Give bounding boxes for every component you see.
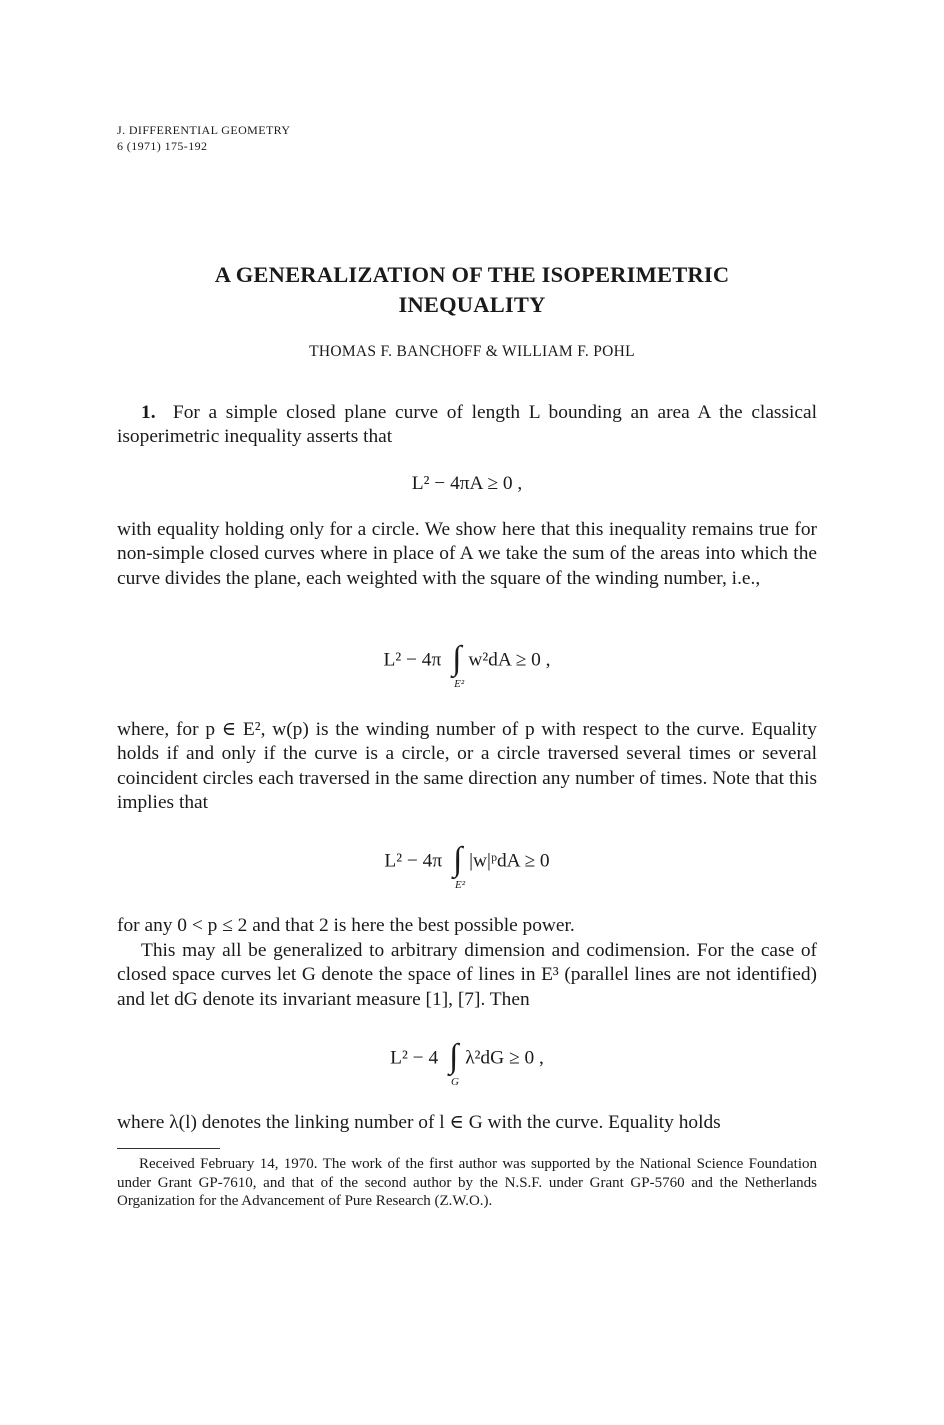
paragraph-linking: where λ(l) denotes the linking number of l ∈ G with the curve. Equality holds bbox=[117, 1112, 721, 1133]
journal-name: J. DIFFERENTIAL GEOMETRY bbox=[117, 123, 291, 137]
footnote-divider bbox=[117, 1148, 220, 1149]
paper-title bbox=[117, 260, 827, 320]
equation-2-integrand: w²dA ≥ 0 , bbox=[468, 649, 551, 671]
equation-2 bbox=[117, 640, 817, 690]
integral-sign-icon: ∫ E² bbox=[452, 640, 465, 690]
paper-authors: THOMAS F. BANCHOFF & WILLIAM F. POHL bbox=[309, 343, 635, 360]
equation-1: L² − 4πA ≥ 0 , bbox=[411, 473, 523, 494]
equation-4-domain: G bbox=[451, 1076, 459, 1088]
journal-header bbox=[117, 122, 291, 154]
equation-2-lhs: L² − 4π bbox=[383, 649, 442, 671]
footnote: Received February 14, 1970. The work of the first author was supported by the National Science Foundation under Grant GP-7610, and that of the second author by the N.S.F. under Grant GP-5760 and the Netherlands Organization for the Advancement of Pure Research (Z.W.O.). bbox=[117, 1156, 817, 1209]
equation-2-domain: E² bbox=[454, 678, 465, 690]
section-number: 1. bbox=[141, 402, 156, 423]
integral-sign-icon: ∫ G bbox=[449, 1038, 459, 1088]
paragraph-nonsimple: with equality holding only for a circle. We show here that this inequality remains true for non-simple closed curves where in place of A we take the sum of the areas into which the curve divides the plane, each weighted with the square of the winding number, i.e., bbox=[117, 519, 817, 589]
paragraph-intro bbox=[117, 401, 817, 450]
equation-3-domain: E² bbox=[454, 879, 466, 891]
paper-title-line1: A GENERALIZATION OF THE ISOPERIMETRIC bbox=[214, 262, 730, 287]
integral-sign-icon: ∫ E² bbox=[452, 841, 466, 891]
equation-3 bbox=[117, 841, 817, 891]
paragraph-generalization: This may all be generalized to arbitrary dimension and codimension. For the case of closed space curves let G denote the space of lines in E³ (parallel lines are not identified) and let dG denote its invariant measure [1], [7]. Then bbox=[117, 940, 817, 1010]
equation-3-integrand: |w|ᵖdA ≥ 0 bbox=[469, 850, 550, 872]
paragraph-winding: where, for p ∈ E², w(p) is the winding number of p with respect to the curve. Equality holds if and only if the curve is a circle, or a circle traversed several times or several coincident circles each traversed in the same direction any number of times. Note that this implies that bbox=[117, 719, 817, 813]
equation-3-lhs: L² − 4π bbox=[384, 850, 443, 872]
journal-volume-info: 6 (1971) 175-192 bbox=[117, 139, 208, 153]
paragraph-intro-text: For a simple closed plane curve of length L bounding an area A the classical isoperimetric inequality asserts that bbox=[117, 402, 817, 448]
equation-4-lhs: L² − 4 bbox=[390, 1047, 439, 1069]
paragraph-power: for any 0 < p ≤ 2 and that 2 is here the best possible power. bbox=[117, 915, 575, 936]
equation-4-integrand: λ²dG ≥ 0 , bbox=[465, 1047, 544, 1069]
paper-title-line2: INEQUALITY bbox=[398, 292, 546, 317]
equation-4 bbox=[117, 1038, 817, 1088]
